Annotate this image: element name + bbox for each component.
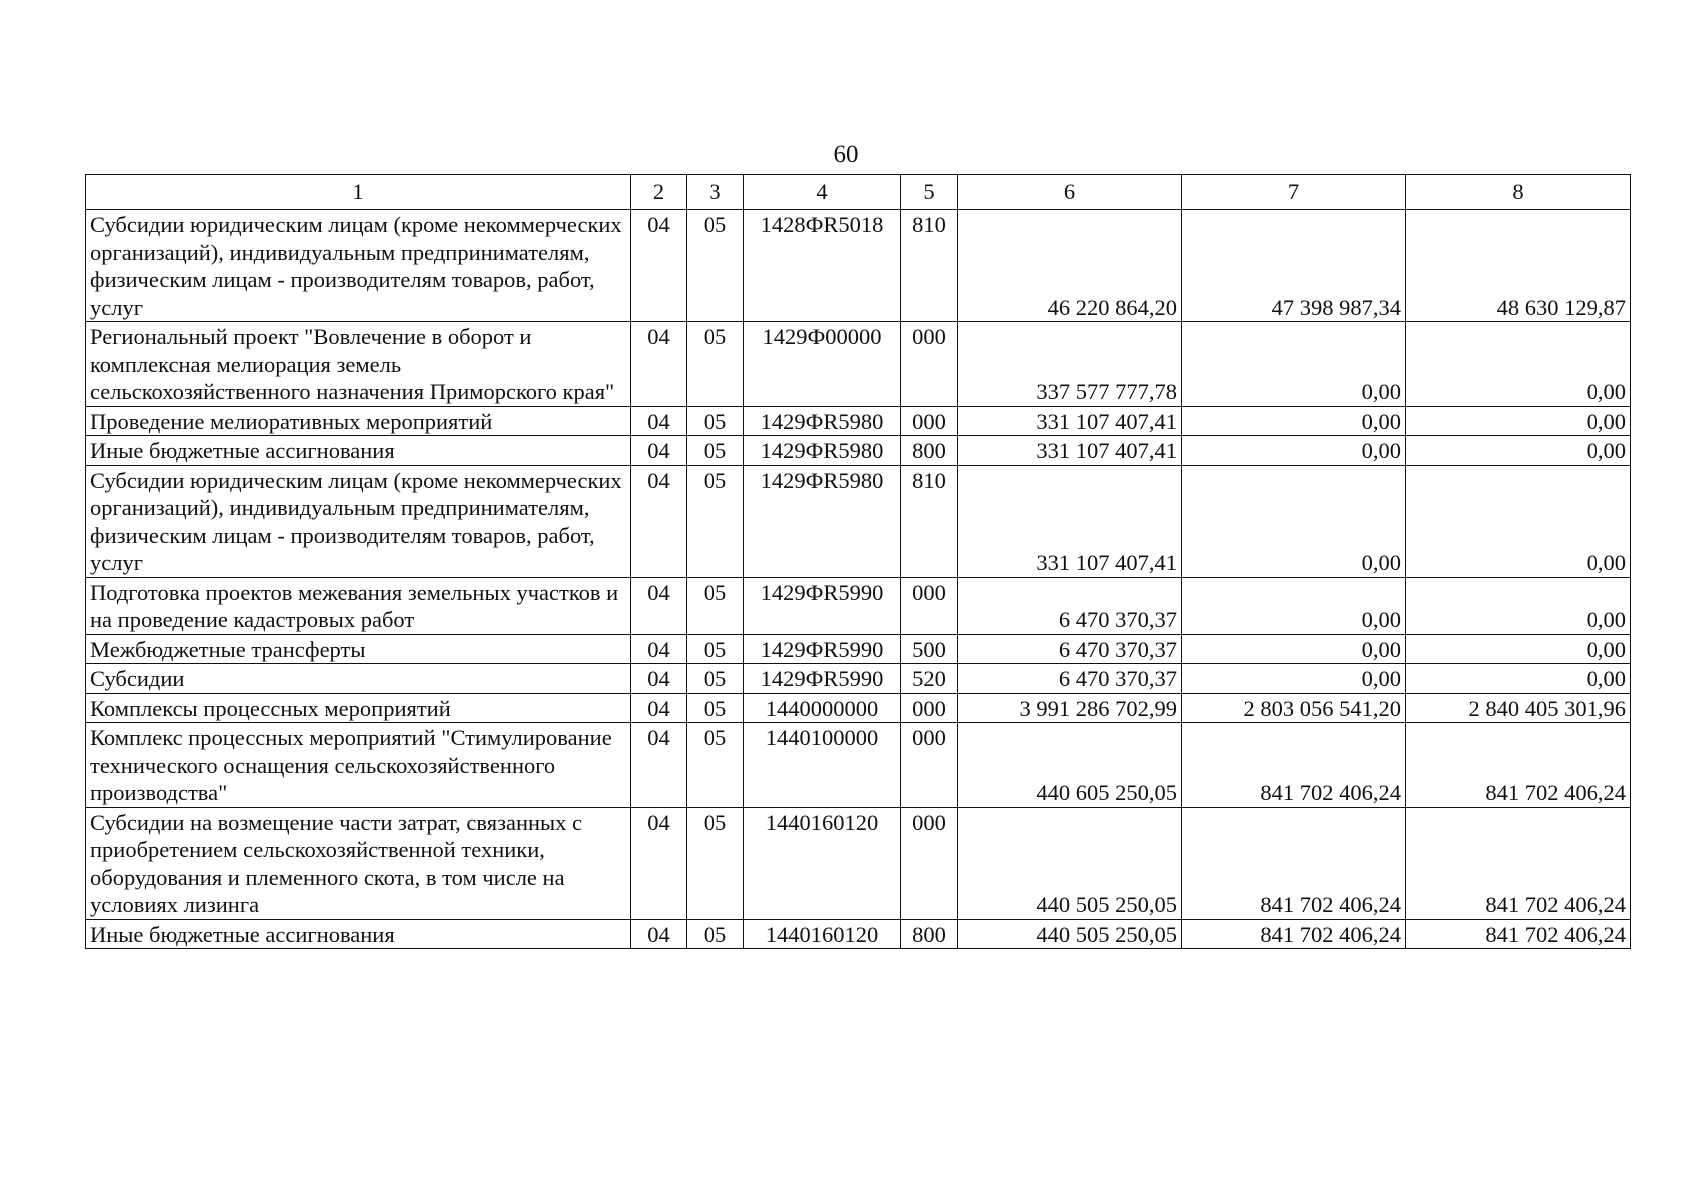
table-row — [86, 577, 1631, 634]
amount-col-6: 331 107 407,41 — [958, 436, 1182, 466]
expense-type-code: 000 — [901, 322, 958, 407]
row-name: Иные бюджетные ассигнования — [86, 436, 631, 466]
target-article-code: 1429ФR5980 — [744, 436, 901, 466]
table-row — [86, 634, 1631, 664]
amount-col-7: 0,00 — [1182, 664, 1406, 694]
section-code: 04 — [631, 634, 687, 664]
target-article-code: 1429ФR5980 — [744, 465, 901, 577]
section-code: 04 — [631, 436, 687, 466]
amount-col-8: 0,00 — [1406, 465, 1631, 577]
amount-col-8: 2 840 405 301,96 — [1406, 693, 1631, 723]
table-row — [86, 465, 1631, 577]
page-number: 60 — [833, 141, 859, 168]
row-name: Проведение мелиоративных мероприятий — [86, 406, 631, 436]
column-header: 8 — [1406, 175, 1631, 210]
amount-col-8: 0,00 — [1406, 436, 1631, 466]
subsection-code: 05 — [687, 664, 744, 694]
target-article-code: 1440100000 — [744, 723, 901, 808]
amount-col-8: 0,00 — [1406, 577, 1631, 634]
section-code: 04 — [631, 577, 687, 634]
amount-col-6: 331 107 407,41 — [958, 406, 1182, 436]
amount-col-7: 0,00 — [1182, 406, 1406, 436]
table-row — [86, 919, 1631, 949]
section-code: 04 — [631, 919, 687, 949]
amount-col-7: 0,00 — [1182, 436, 1406, 466]
column-header: 5 — [901, 175, 958, 210]
table-row — [86, 322, 1631, 407]
amount-col-6: 6 470 370,37 — [958, 634, 1182, 664]
column-header: 3 — [687, 175, 744, 210]
target-article-code: 1429ФR5990 — [744, 634, 901, 664]
subsection-code: 05 — [687, 723, 744, 808]
amount-col-8: 0,00 — [1406, 322, 1631, 407]
row-name: Субсидии — [86, 664, 631, 694]
subsection-code: 05 — [687, 807, 744, 919]
subsection-code: 05 — [687, 436, 744, 466]
target-article-code: 1440160120 — [744, 919, 901, 949]
amount-col-8: 841 702 406,24 — [1406, 919, 1631, 949]
target-article-code: 1429ФR5980 — [744, 406, 901, 436]
amount-col-8: 48 630 129,87 — [1406, 210, 1631, 322]
amount-col-6: 440 505 250,05 — [958, 919, 1182, 949]
amount-col-7: 2 803 056 541,20 — [1182, 693, 1406, 723]
subsection-code: 05 — [687, 919, 744, 949]
row-name: Субсидии юридическим лицам (кроме некоммерческих организаций), индивидуальным предпринимателям, физическим лицам - производителям товаров, работ, услуг — [86, 465, 631, 577]
expense-type-code: 810 — [901, 210, 958, 322]
expense-type-code: 000 — [901, 693, 958, 723]
amount-col-8: 0,00 — [1406, 406, 1631, 436]
target-article-code: 1440160120 — [744, 807, 901, 919]
table-row — [86, 807, 1631, 919]
subsection-code: 05 — [687, 577, 744, 634]
target-article-code: 1428ФR5018 — [744, 210, 901, 322]
amount-col-6: 331 107 407,41 — [958, 465, 1182, 577]
section-code: 04 — [631, 406, 687, 436]
amount-col-7: 0,00 — [1182, 322, 1406, 407]
amount-col-7: 0,00 — [1182, 634, 1406, 664]
subsection-code: 05 — [687, 322, 744, 407]
amount-col-6: 440 605 250,05 — [958, 723, 1182, 808]
expense-type-code: 000 — [901, 577, 958, 634]
amount-col-8: 0,00 — [1406, 634, 1631, 664]
row-name: Субсидии на возмещение части затрат, связанных с приобретением сельскохозяйственной техники, оборудования и племенного скота, в том числе на условиях лизинга — [86, 807, 631, 919]
subsection-code: 05 — [687, 634, 744, 664]
amount-col-7: 0,00 — [1182, 577, 1406, 634]
expense-type-code: 000 — [901, 723, 958, 808]
column-header: 7 — [1182, 175, 1406, 210]
table-row — [86, 406, 1631, 436]
amount-col-7: 841 702 406,24 — [1182, 807, 1406, 919]
row-name: Комплекс процессных мероприятий "Стимулирование технического оснащения сельскохозяйственного производства" — [86, 723, 631, 808]
budget-table — [85, 174, 1631, 949]
column-header: 2 — [631, 175, 687, 210]
section-code: 04 — [631, 210, 687, 322]
row-name: Межбюджетные трансферты — [86, 634, 631, 664]
table-row — [86, 693, 1631, 723]
subsection-code: 05 — [687, 693, 744, 723]
section-code: 04 — [631, 465, 687, 577]
column-header: 1 — [86, 175, 631, 210]
section-code: 04 — [631, 322, 687, 407]
row-name: Субсидии юридическим лицам (кроме некоммерческих организаций), индивидуальным предпринимателям, физическим лицам - производителям товаров, работ, услуг — [86, 210, 631, 322]
row-name: Региональный проект "Вовлечение в оборот и комплексная мелиорация земель сельскохозяйственного назначения Приморского края" — [86, 322, 631, 407]
column-header: 6 — [958, 175, 1182, 210]
amount-col-8: 0,00 — [1406, 664, 1631, 694]
amount-col-6: 46 220 864,20 — [958, 210, 1182, 322]
expense-type-code: 800 — [901, 919, 958, 949]
section-code: 04 — [631, 664, 687, 694]
section-code: 04 — [631, 693, 687, 723]
amount-col-6: 3 991 286 702,99 — [958, 693, 1182, 723]
amount-col-7: 841 702 406,24 — [1182, 919, 1406, 949]
amount-col-6: 6 470 370,37 — [958, 664, 1182, 694]
section-code: 04 — [631, 723, 687, 808]
amount-col-7: 47 398 987,34 — [1182, 210, 1406, 322]
subsection-code: 05 — [687, 406, 744, 436]
subsection-code: 05 — [687, 210, 744, 322]
target-article-code: 1429ФR5990 — [744, 577, 901, 634]
column-header: 4 — [744, 175, 901, 210]
row-name: Иные бюджетные ассигнования — [86, 919, 631, 949]
table-row — [86, 210, 1631, 322]
subsection-code: 05 — [687, 465, 744, 577]
expense-type-code: 520 — [901, 664, 958, 694]
target-article-code: 1440000000 — [744, 693, 901, 723]
expense-type-code: 000 — [901, 406, 958, 436]
row-name: Комплексы процессных мероприятий — [86, 693, 631, 723]
expense-type-code: 800 — [901, 436, 958, 466]
amount-col-6: 337 577 777,78 — [958, 322, 1182, 407]
amount-col-7: 0,00 — [1182, 465, 1406, 577]
target-article-code: 1429ФR5990 — [744, 664, 901, 694]
table-row — [86, 436, 1631, 466]
amount-col-6: 6 470 370,37 — [958, 577, 1182, 634]
table-row — [86, 723, 1631, 808]
amount-col-6: 440 505 250,05 — [958, 807, 1182, 919]
expense-type-code: 000 — [901, 807, 958, 919]
row-name: Подготовка проектов межевания земельных участков и на проведение кадастровых работ — [86, 577, 631, 634]
section-code: 04 — [631, 807, 687, 919]
expense-type-code: 810 — [901, 465, 958, 577]
table-row — [86, 664, 1631, 694]
amount-col-8: 841 702 406,24 — [1406, 723, 1631, 808]
target-article-code: 1429Ф00000 — [744, 322, 901, 407]
expense-type-code: 500 — [901, 634, 958, 664]
header-row — [86, 175, 1631, 210]
amount-col-7: 841 702 406,24 — [1182, 723, 1406, 808]
amount-col-8: 841 702 406,24 — [1406, 807, 1631, 919]
